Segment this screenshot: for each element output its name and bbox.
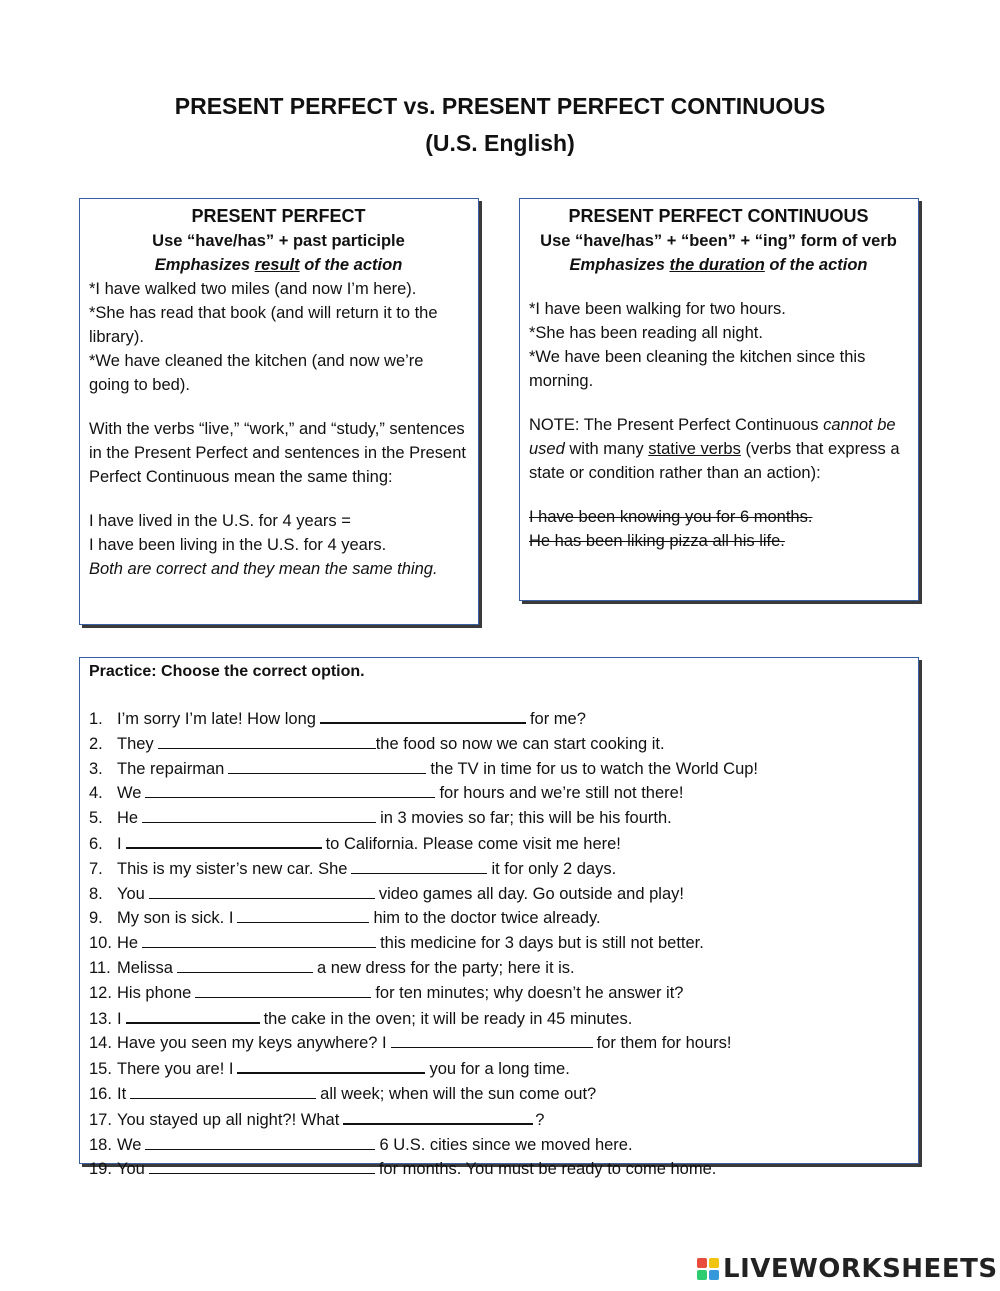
list-item bbox=[89, 981, 908, 1006]
page-title: PRESENT PERFECT vs. PRESENT PERFECT CONTINUOUS bbox=[174, 93, 826, 119]
item-number: 14. bbox=[89, 1034, 112, 1053]
item-text: You bbox=[117, 1160, 145, 1179]
answer-blank[interactable] bbox=[145, 1133, 375, 1150]
note-text: with many bbox=[564, 440, 649, 458]
list-item bbox=[89, 857, 908, 882]
item-number: 19. bbox=[89, 1160, 112, 1179]
list-item bbox=[89, 1056, 908, 1082]
answer-blank[interactable] bbox=[130, 1082, 316, 1099]
answer-blank[interactable] bbox=[158, 732, 376, 749]
present-perfect-emphasis bbox=[89, 253, 468, 277]
item-number: 7. bbox=[89, 859, 103, 878]
item-text: I bbox=[117, 1009, 122, 1028]
item-text: I’m sorry I’m late! How long bbox=[117, 710, 316, 728]
answer-blank[interactable] bbox=[228, 757, 426, 774]
answer-blank[interactable] bbox=[126, 831, 322, 849]
list-item bbox=[89, 706, 908, 732]
present-perfect-heading: PRESENT PERFECT bbox=[191, 206, 366, 226]
answer-blank[interactable] bbox=[320, 706, 526, 724]
list-item bbox=[89, 882, 908, 907]
list-item bbox=[89, 806, 908, 831]
item-text: They bbox=[117, 734, 154, 753]
emphasis-text: of the action bbox=[764, 256, 868, 274]
example-sentence: *She has been reading all night. bbox=[529, 324, 763, 342]
item-text: It bbox=[117, 1084, 127, 1103]
item-text: to California. Please come visit me here! bbox=[325, 834, 621, 853]
item-text: This is my sister’s new car. She bbox=[117, 859, 348, 878]
ppc-rule: Use “have/has” + “been” + “ing” form of verb bbox=[540, 232, 897, 250]
item-number: 10. bbox=[89, 934, 112, 953]
answer-blank[interactable] bbox=[177, 956, 313, 973]
item-text: We bbox=[117, 1135, 142, 1154]
item-number: 17. bbox=[89, 1110, 112, 1129]
item-text: He bbox=[117, 934, 139, 953]
answer-blank[interactable] bbox=[126, 1006, 260, 1024]
item-text: My son is sick. I bbox=[117, 909, 234, 928]
answer-blank[interactable] bbox=[237, 1056, 425, 1074]
item-text: all week; when will the sun come out? bbox=[320, 1084, 597, 1103]
logo-mark-icon bbox=[697, 1258, 719, 1280]
present-perfect-continuous-box bbox=[519, 198, 919, 601]
item-text: in 3 movies so far; this will be his fourth. bbox=[380, 809, 672, 828]
item-text: Melissa bbox=[117, 958, 173, 977]
item-text: I bbox=[117, 834, 122, 853]
item-text: for hours and we’re still not there! bbox=[439, 784, 684, 803]
item-text: You bbox=[117, 884, 145, 903]
item-text: for ten minutes; why doesn’t he answer it? bbox=[375, 983, 684, 1002]
item-text: Have you seen my keys anywhere? I bbox=[117, 1034, 387, 1053]
list-item bbox=[89, 931, 908, 956]
item-text: 6 U.S. cities since we moved here. bbox=[379, 1135, 633, 1154]
note-emphasis: cannot be used bbox=[529, 416, 896, 458]
item-text: There you are! I bbox=[117, 1060, 234, 1079]
item-text: The repairman bbox=[117, 759, 225, 778]
emphasis-text: Emphasizes bbox=[569, 256, 670, 274]
list-item bbox=[89, 906, 908, 931]
example-sentence: *She has read that book (and will return it to the library). bbox=[89, 304, 438, 346]
answer-blank[interactable] bbox=[391, 1031, 593, 1048]
item-number: 18. bbox=[89, 1135, 112, 1154]
item-text: him to the doctor twice already. bbox=[373, 909, 601, 928]
item-text: it for only 2 days. bbox=[491, 859, 617, 878]
item-text: His phone bbox=[117, 983, 192, 1002]
note-keyword: stative verbs bbox=[648, 440, 741, 458]
liveworksheets-logo[interactable] bbox=[697, 1254, 998, 1284]
item-text: ? bbox=[535, 1110, 545, 1129]
item-number: 11. bbox=[89, 958, 111, 977]
item-text: you for a long time. bbox=[429, 1060, 570, 1079]
answer-blank[interactable] bbox=[195, 981, 371, 998]
item-number: 6. bbox=[89, 834, 103, 853]
list-item bbox=[89, 1133, 908, 1158]
item-number: 12. bbox=[89, 983, 112, 1002]
present-perfect-box bbox=[79, 198, 479, 625]
logo-square-red bbox=[697, 1258, 707, 1268]
logo-text: LIVEWORKSHEETS bbox=[723, 1254, 998, 1284]
item-number: 16. bbox=[89, 1084, 112, 1103]
page-subtitle: (U.S. English) bbox=[425, 130, 575, 156]
item-number: 3. bbox=[89, 759, 103, 778]
item-number: 15. bbox=[89, 1060, 112, 1079]
compare-conclusion: Both are correct and they mean the same thing. bbox=[89, 560, 438, 578]
item-text: He bbox=[117, 809, 139, 828]
answer-blank[interactable] bbox=[149, 882, 375, 899]
list-item bbox=[89, 831, 908, 857]
logo-square-blue bbox=[709, 1270, 719, 1280]
present-perfect-rule: Use “have/has” + past participle bbox=[152, 232, 405, 250]
item-text: the TV in time for us to watch the World Cup! bbox=[430, 759, 759, 778]
note-text: NOTE: The Present Perfect Continuous bbox=[529, 416, 824, 434]
item-text: the food so now we can start cooking it. bbox=[375, 734, 665, 753]
answer-blank[interactable] bbox=[142, 806, 376, 823]
compare-sentence: I have been living in the U.S. for 4 years. bbox=[89, 536, 387, 554]
item-number: 5. bbox=[89, 809, 103, 828]
item-number: 1. bbox=[89, 710, 103, 728]
item-text: You stayed up all night?! What bbox=[117, 1110, 340, 1129]
item-number: 4. bbox=[89, 784, 103, 803]
practice-list bbox=[89, 706, 908, 1182]
emphasis-keyword: result bbox=[254, 256, 300, 274]
answer-blank[interactable] bbox=[351, 857, 487, 874]
item-text: a new dress for the party; here it is. bbox=[316, 958, 575, 977]
item-text: for months. You must be ready to come home. bbox=[378, 1160, 717, 1179]
emphasis-keyword: the duration bbox=[669, 256, 765, 274]
practice-box bbox=[79, 657, 919, 1179]
item-number: 8. bbox=[89, 884, 103, 903]
item-number: 13. bbox=[89, 1009, 112, 1028]
note-text: (verbs that express a state or condition rather than an action): bbox=[529, 440, 900, 482]
emphasis-text: Emphasizes bbox=[154, 256, 255, 274]
logo-square-green bbox=[697, 1270, 707, 1280]
answer-blank[interactable] bbox=[237, 906, 369, 923]
item-text: this medicine for 3 days but is still not better. bbox=[380, 934, 704, 953]
ppc-emphasis bbox=[529, 253, 908, 277]
item-text: the cake in the oven; it will be ready in 45 minutes. bbox=[263, 1009, 633, 1028]
answer-blank[interactable] bbox=[343, 1107, 533, 1125]
item-number: 9. bbox=[89, 909, 103, 928]
incorrect-example: He has been liking pizza all his life. bbox=[529, 532, 785, 550]
practice-heading: Practice: Choose the correct option. bbox=[89, 663, 365, 680]
item-text: We bbox=[117, 784, 142, 803]
ppc-heading: PRESENT PERFECT CONTINUOUS bbox=[568, 206, 869, 226]
list-item bbox=[89, 1082, 908, 1107]
list-item bbox=[89, 1107, 908, 1133]
list-item bbox=[89, 781, 908, 806]
compare-sentence: I have lived in the U.S. for 4 years = bbox=[89, 512, 351, 530]
example-sentence: *I have walked two miles (and now I’m here). bbox=[89, 280, 417, 298]
item-text: for me? bbox=[529, 710, 586, 728]
list-item bbox=[89, 1157, 908, 1182]
incorrect-example: I have been knowing you for 6 months. bbox=[529, 508, 813, 526]
list-item bbox=[89, 956, 908, 981]
logo-square-yellow bbox=[709, 1258, 719, 1268]
verbs-note: With the verbs “live,” “work,” and “study,” sentences in the Present Perfect and sentences in the Present Perfect Continuous mean the same thing: bbox=[89, 420, 466, 486]
emphasis-text: of the action bbox=[299, 256, 403, 274]
list-item bbox=[89, 757, 908, 782]
list-item bbox=[89, 732, 908, 757]
stative-note bbox=[529, 413, 908, 485]
item-number: 2. bbox=[89, 734, 103, 753]
example-sentence: *I have been walking for two hours. bbox=[529, 300, 786, 318]
list-item bbox=[89, 1031, 908, 1056]
answer-blank[interactable] bbox=[149, 1157, 375, 1174]
answer-blank[interactable] bbox=[142, 931, 376, 948]
example-sentence: *We have been cleaning the kitchen since this morning. bbox=[529, 348, 866, 390]
answer-blank[interactable] bbox=[145, 781, 435, 798]
example-sentence: *We have cleaned the kitchen (and now we’re going to bed). bbox=[89, 352, 424, 394]
list-item bbox=[89, 1006, 908, 1032]
item-text: video games all day. Go outside and play! bbox=[378, 884, 684, 903]
item-text: for them for hours! bbox=[596, 1034, 732, 1053]
